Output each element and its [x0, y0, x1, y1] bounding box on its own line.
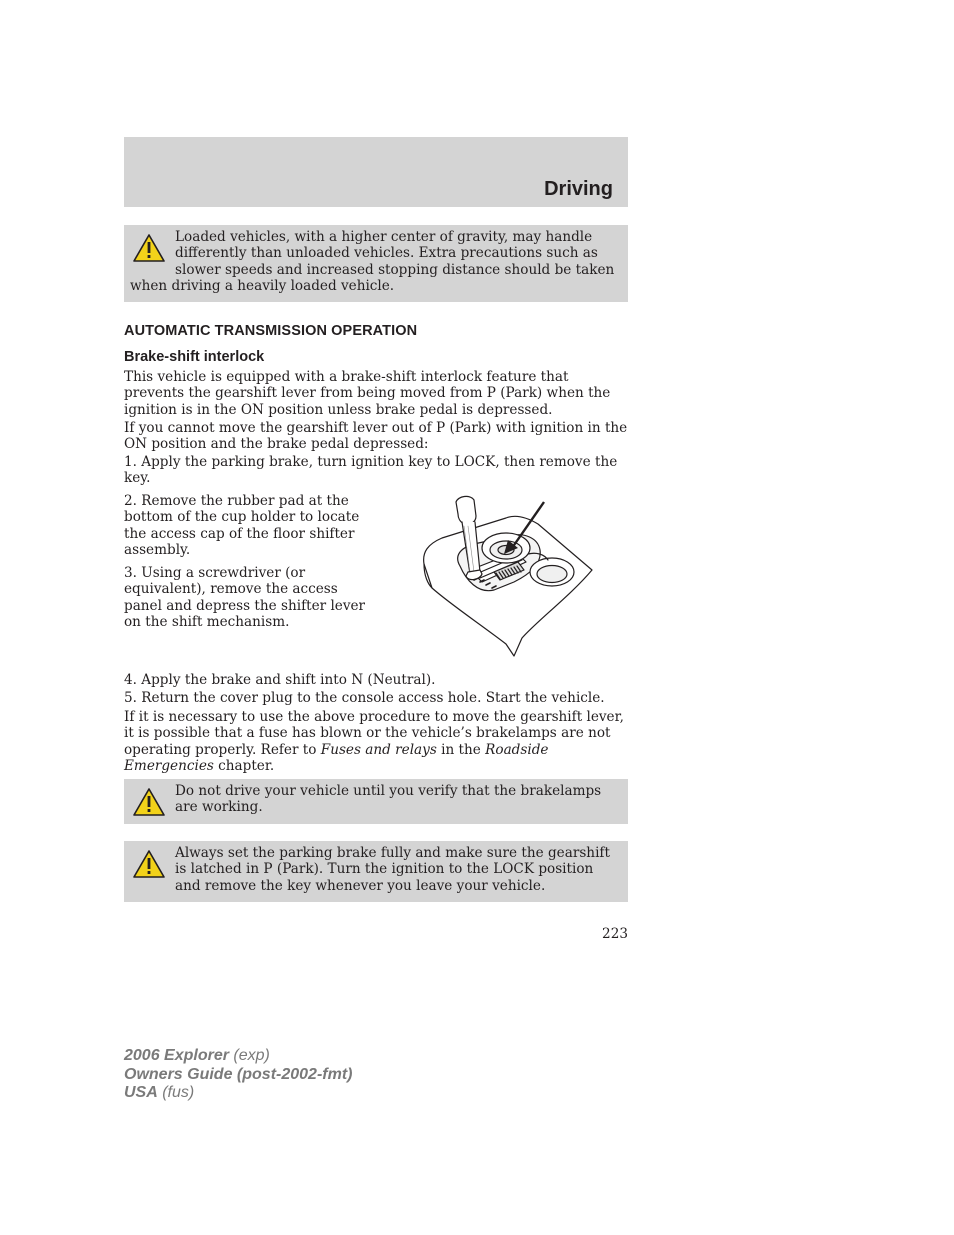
paragraph-cannot-move: If you cannot move the gearshift lever out of P (Park) with ignition in the ON position and the brake pedal depressed: — [124, 420, 628, 453]
step-3: 3. Using a screwdriver (or equivalent), remove the access panel and depress the shifter lever on the shift mechanism. — [124, 565, 366, 630]
fuse-note-end: chapter. — [213, 757, 275, 774]
page-number: 223 — [602, 926, 628, 942]
step-1: 1. Apply the parking brake, turn ignition key to LOCK, then remove the key. — [124, 454, 618, 487]
document-footer — [124, 1047, 352, 1103]
warning-box-brakelamps — [124, 779, 628, 824]
fuse-note-mid: in the — [436, 741, 486, 758]
warning-text: Always set the parking brake fully and make sure the gearshift is latched in P (Park). Turn the ignition to the LOCK position and remove the key whenever you leave your vehicle. — [175, 845, 610, 894]
footer-model: 2006 Explorer — [124, 1047, 229, 1064]
footer-line-1 — [124, 1047, 352, 1066]
warning-triangle-icon — [132, 233, 166, 263]
section-title: AUTOMATIC TRANSMISSION OPERATION — [124, 323, 418, 339]
fuse-note-start: If it is necessary to use the above procedure to move the gearshift lever, it is possible that a fuse has blown or the vehicle’s brakelamps are not operating properly. Refer to — [124, 709, 624, 758]
warning-triangle-icon — [132, 849, 166, 879]
roadside-emergencies-reference: Roadside Emergencies — [124, 741, 549, 774]
footer-market-code: (fus) — [157, 1084, 195, 1101]
warning-box-parking-brake — [124, 841, 628, 902]
warning-triangle-icon — [132, 787, 166, 817]
footer-model-code: (exp) — [228, 1047, 270, 1064]
paragraph-fuse-note — [124, 709, 630, 774]
footer-line-3 — [124, 1084, 352, 1103]
paragraph-interlock-intro: This vehicle is equipped with a brake-shift interlock feature that prevents the gearshift lever from being moved from P (Park) when the ignition is in the ON position unless brake pedal is depressed. — [124, 369, 611, 418]
warning-box-loaded-vehicles — [124, 225, 628, 302]
footer-market: USA — [124, 1084, 158, 1101]
step-5: 5. Return the cover plug to the console access hole. Start the vehicle. — [124, 690, 605, 706]
warning-text: Do not drive your vehicle until you verify that the brakelamps are working. — [175, 783, 602, 816]
chapter-title: Driving — [544, 178, 613, 200]
step-2: 2. Remove the rubber pad at the bottom of the cup holder to locate the access cap of the floor shifter assembly. — [124, 493, 360, 558]
footer-line-2: Owners Guide (post-2002-fmt) — [124, 1065, 353, 1083]
step-4: 4. Apply the brake and shift into N (Neutral). — [124, 672, 436, 688]
fuses-and-relays-reference: Fuses and relays — [320, 741, 437, 758]
subsection-title: Brake-shift interlock — [124, 349, 265, 365]
warning-text: Loaded vehicles, with a higher center of gravity, may handle differently than unloaded vehicles. Extra precautions such as slower speeds and increased stopping distance should be taken when driving a heavily loaded vehicle. — [130, 229, 615, 294]
gearshift-console-illustration — [420, 492, 596, 660]
chapter-header — [124, 137, 628, 207]
